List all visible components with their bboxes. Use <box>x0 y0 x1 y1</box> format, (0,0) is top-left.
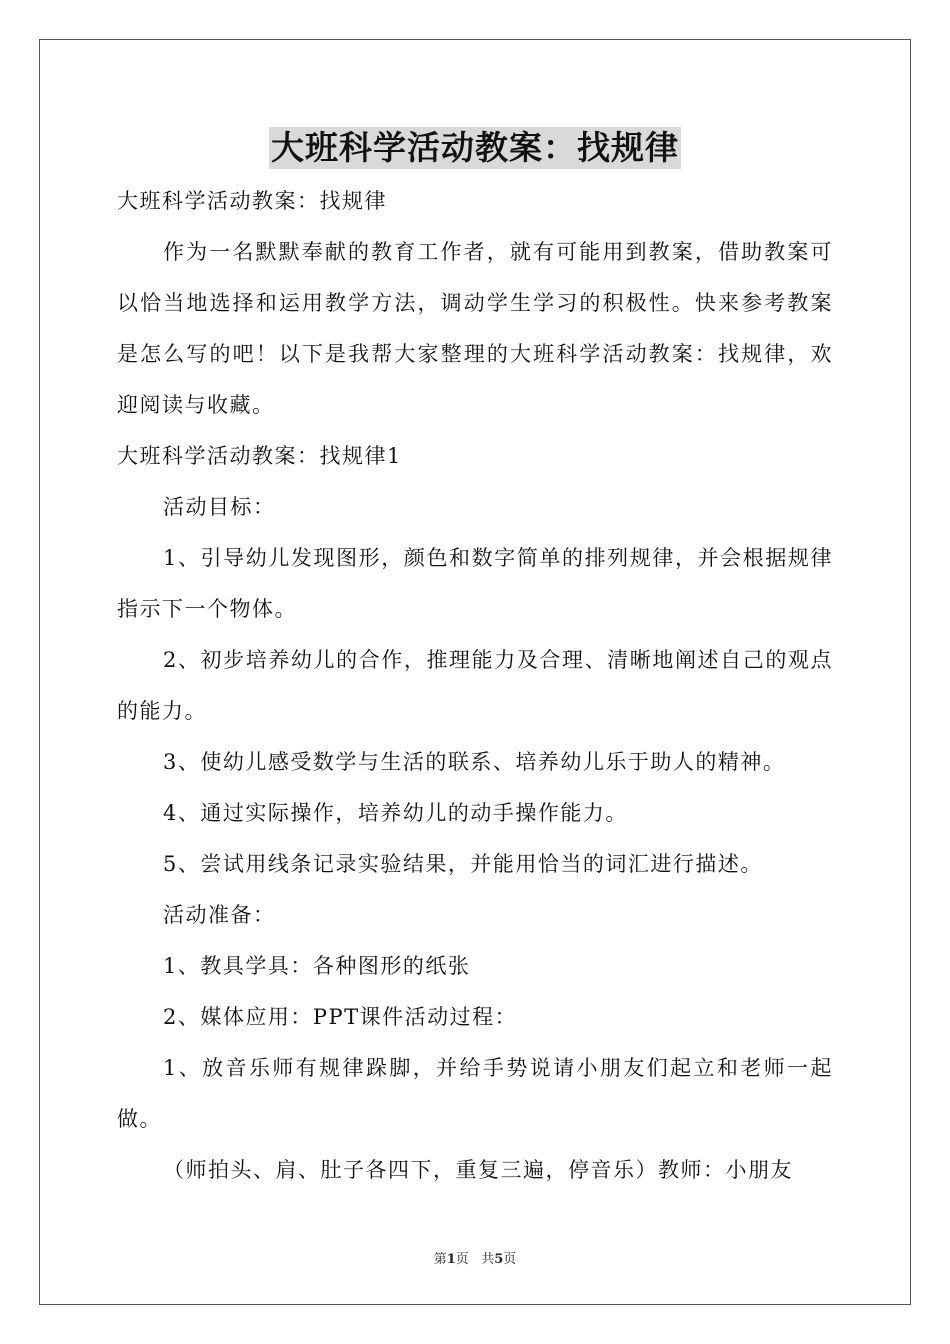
footer-total-suffix: 页 <box>503 1252 517 1267</box>
document-title: 大班科学活动教案：找规律 <box>271 128 679 167</box>
paragraph: 1、教具学具：各种图形的纸张 <box>163 954 471 978</box>
footer-page-suffix: 页 <box>455 1252 469 1267</box>
paragraph: 5、尝试用线条记录实验结果，并能用恰当的词汇进行描述。 <box>163 852 763 876</box>
paragraph: 作为一名默默奉献的教育工作者，就有可能用到教案，借助教案可以恰当地选择和运用教学方法，调动学生学习的积极性。快来参考教案是怎么写的吧！以下是我帮大家整理的大班科学活动教案：找规律，欢迎阅读与收藏。 <box>117 240 833 417</box>
footer-total-pages: 5 <box>494 1252 504 1267</box>
footer-prefix: 第 <box>433 1252 447 1267</box>
paragraph: 大班科学活动教案：找规律1 <box>117 444 402 468</box>
paragraph: 2、媒体应用：PPT课件活动过程： <box>163 1005 518 1029</box>
document-body <box>117 176 833 1196</box>
paragraph: （师拍头、肩、肚子各四下，重复三遍，停音乐）教师：小朋友 <box>163 1158 793 1182</box>
paragraph: 大班科学活动教案：找规律 <box>117 189 387 213</box>
paragraph: 活动准备： <box>163 903 276 927</box>
paragraph: 4、通过实际操作，培养幼儿的动手操作能力。 <box>163 801 628 825</box>
footer-page-number: 1 <box>446 1252 456 1267</box>
paragraph: 2、初步培养幼儿的合作，推理能力及合理、清晰地阐述自己的观点的能力。 <box>117 648 833 723</box>
paragraph: 1、放音乐师有规律跺脚，并给手势说请小朋友们起立和老师一起做。 <box>117 1056 833 1131</box>
footer-total-prefix: 共 <box>481 1252 495 1267</box>
paragraph: 1、引导幼儿发现图形，颜色和数字简单的排列规律，并会根据规律指示下一个物体。 <box>117 546 833 621</box>
page-footer <box>0 1248 950 1267</box>
paragraph: 活动目标： <box>163 495 276 519</box>
title-area <box>0 127 950 169</box>
paragraph: 3、使幼儿感受数学与生活的联系、培养幼儿乐于助人的精神。 <box>163 750 786 774</box>
